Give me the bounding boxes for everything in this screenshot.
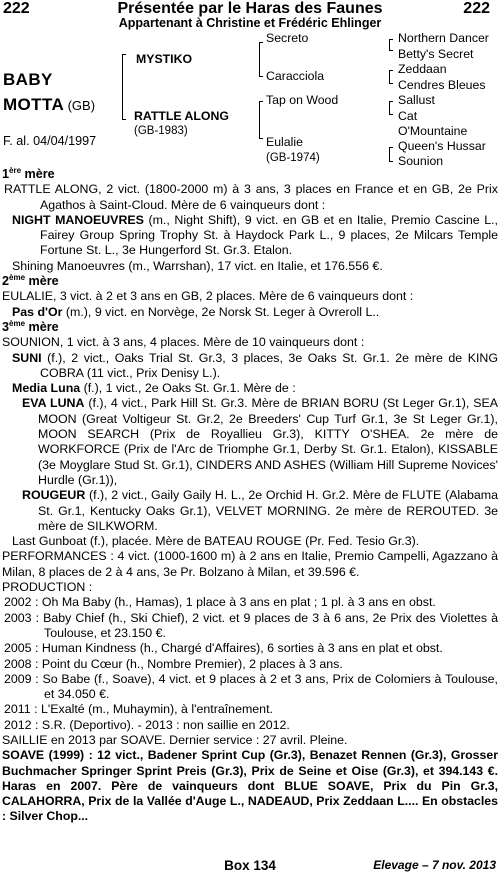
first-dam-text: RATTLE ALONG, 2 vict. (1800-2000 m) à 3 ans, 3 places en France et en GB, 2e Prix Agathos à Saint-Cloud. Mère de 6 vainqueurs dont :	[4, 182, 498, 212]
production-item: 2012 : S.R. (Deportivo). - 2013 : non saillie en 2012.	[4, 717, 290, 732]
dam-bracket	[259, 101, 263, 139]
production-item: 2003 : Baby Chief (h., Ski Chief), 2 vict. et 9 places de 3 à 6 ans, 2e Prix des Violettes à Toulouse, et 23.150 €.	[4, 610, 498, 640]
production-item: 2008 : Point du Cœur (h., Nombre Premier), 2 places à 3 ans.	[4, 656, 343, 671]
grandsire-1: Secreto	[266, 31, 309, 45]
second-dam-text: EULALIE, 3 vict. à 2 et 3 ans en GB, 2 places. Mère de 6 vainqueurs dont :	[2, 289, 414, 304]
second-dam-offspring-1: Pas d'Or (m.), 9 vict. en Norvège, 2e Norsk St. Leger à Ovreroll L..	[12, 304, 380, 319]
third-dam-grand-offspring-2: ROUGEUR (f.), 2 vict., Gaily Gaily H. L., 2e Orchid H. Gr.2. Mère de FLUTE (Alabama St. Gr.1, Kentucky Oaks Gr.1), VELVET MORNING. 2e mère de REROUTED. 3e mère de SILKWORM.	[22, 488, 498, 533]
great-grandsire-7: O'Mountaine	[398, 124, 468, 138]
second-dam-heading: 2ème mère	[2, 272, 59, 289]
great-grandsire-3: Zeddaan	[398, 62, 447, 76]
birth-date: F. al. 04/04/1997	[3, 134, 97, 148]
great-grandsire-4: Cendres Bleues	[398, 78, 486, 92]
performances: PERFORMANCES : 4 vict. (1000-1600 m) à 2 ans en Italie, Premio Campelli, Agazzano à Milan, 8 places de 2 à 4 ans, 3e Pr. Bolzano à Milan, et 39.596 €.	[2, 549, 498, 579]
great-grandsire-5: Sallust	[398, 93, 435, 107]
third-dam-grand-offspring-1: EVA LUNA (f.), 4 vict., Park Hill St. Gr.3. Mère de BRIAN BORU (St Leger Gr.1), SEA MOON (Great Voltigeur St. Gr.2, 2e Breeders' Cup Turf Gr.1, 3e St Leger Gr.1), MOON SEARCH (Prix de Royallieu Gr.3), KITTY O'SHEA. 2e mère de WORKFORCE (Prix de l'Arc de Triomphe Gr.1, Derby St. Gr.1. Etalon), KISSABLE (3e Moyglare Stud St. Gr.1), CINDERS AND ASHES (William Hill Supreme Novices' Hurdle (Gr.1)),	[22, 396, 499, 487]
bracket-c	[389, 101, 393, 115]
edition-date: Elevage – 7 nov. 2013	[373, 858, 496, 872]
production-heading: PRODUCTION :	[2, 580, 93, 595]
grandsire-3: Tap on Wood	[266, 93, 339, 107]
production-item: 2009 : So Babe (f., Soave), 4 vict. et 9 places à 2 et 3 ans, Prix de Colomiers à Toulouse, et 34.050 €.	[4, 671, 498, 702]
lot-number-right: 222	[463, 0, 490, 17]
bracket-d	[389, 147, 393, 162]
third-dam-text: SOUNION, 1 vict. à 3 ans, 4 places. Mère de 10 vainqueurs dont :	[2, 335, 365, 350]
bracket-b	[389, 70, 393, 84]
catalogue-body	[0, 167, 500, 825]
saillie-line: SAILLIE en 2013 par SOAVE. Dernier service : 27 avril. Pleine.	[2, 732, 348, 747]
stallion-summary: SOAVE (1999) : 12 vict., Badener Sprint Cup (Gr.3), Benazet Rennen (Gr.3), Grosser Buchmacher Springer Sprint Preis (Gr.3), Prix de Seine et Oise (Gr.3), et 394.143 €. Haras en 2007. Père de vainqueurs dont BLUE SOAVE, Prix du Pin Gr.3, CALAHORRA, Prix de la Vallée d'Auge L., NADEAUD, Prix Zeddaan L.... En obstacles : Silver Chop...	[2, 748, 498, 824]
great-grandsire-2: Betty's Secret	[398, 47, 474, 61]
sire-bracket	[259, 42, 263, 77]
bracket-a	[389, 39, 393, 51]
great-grandsire-9: Sounion	[398, 154, 444, 168]
great-grandsire-6: Cat	[398, 109, 418, 123]
first-dam-offspring-2: Shining Manoeuvres (m., Warrshan), 17 vict. en Italie, et 176.556 €.	[12, 258, 383, 273]
production-item: 2005 : Human Kindness (h., Chargé d'Affaires), 6 sorties à 3 ans en plat et obst.	[4, 641, 443, 656]
production-item: 2002 : Oh Ma Baby (h., Hamas), 1 place à 3 ans en plat ; 1 pl. à 3 ans en obst.	[4, 595, 436, 610]
grandsire-4-year: (GB-1974)	[266, 152, 320, 164]
horse-name-line2: MOTTA (GB)	[3, 95, 96, 114]
horse-country: (GB)	[67, 98, 96, 113]
grandsire-4: Eulalie	[266, 135, 303, 149]
sire-dam-bracket	[122, 54, 126, 120]
third-dam-offspring-3: Last Gunboat (f.), placée. Mère de BATEAU ROUGE (Pr. Fed. Tesio Gr.3).	[12, 534, 420, 549]
third-dam-heading: 3ème mère	[2, 318, 59, 334]
horse-name-line1: BABY	[3, 70, 53, 89]
production-item: 2011 : L'Exalté (m., Muhaymin), à l'entraînement.	[4, 702, 273, 717]
owner-line: Appartenant à Christine et Frédéric Ehlinger	[118, 16, 382, 30]
consignor-title: Présentée par le Haras des Faunes	[117, 0, 383, 17]
dam-name: RATTLE ALONG	[134, 109, 229, 123]
grandsire-2: Caracciola	[266, 69, 325, 83]
lot-number-left: 222	[3, 0, 30, 17]
great-grandsire-1: Northern Dancer	[398, 31, 489, 45]
first-dam-heading: 1ère mère	[2, 165, 55, 181]
production-list	[2, 595, 498, 733]
catalogue-header	[0, 1, 500, 17]
third-dam-offspring-1: SUNI (f.), 2 vict., Oaks Trial St. Gr.3, 3 places, 3e Oaks St. Gr.1. 2e mère de KING COBRA (11 vict., Prix Denisy L.).	[12, 350, 498, 380]
great-grandsire-8: Queen's Hussar	[398, 139, 486, 153]
dam-year: (GB-1983)	[134, 125, 188, 137]
catalogue-footer	[0, 858, 500, 876]
third-dam-offspring-2: Media Luna (f.), 1 vict., 2e Oaks St. Gr.1. Mère de :	[12, 381, 296, 396]
pedigree-table	[0, 30, 500, 168]
box-number: Box 134	[224, 858, 276, 873]
first-dam-offspring-1: NIGHT MANOEUVRES (m., Night Shift), 9 vict. en GB et en Italie, Premio Cascine L., Fairey Group Spring Trophy St. à Haydock Park L., 9 places, 2e Milcars Temple Fortune St. L., 3e Hungerford St. Gr.3. Etalon.	[12, 212, 498, 258]
sire-name: MYSTIKO	[136, 52, 193, 66]
